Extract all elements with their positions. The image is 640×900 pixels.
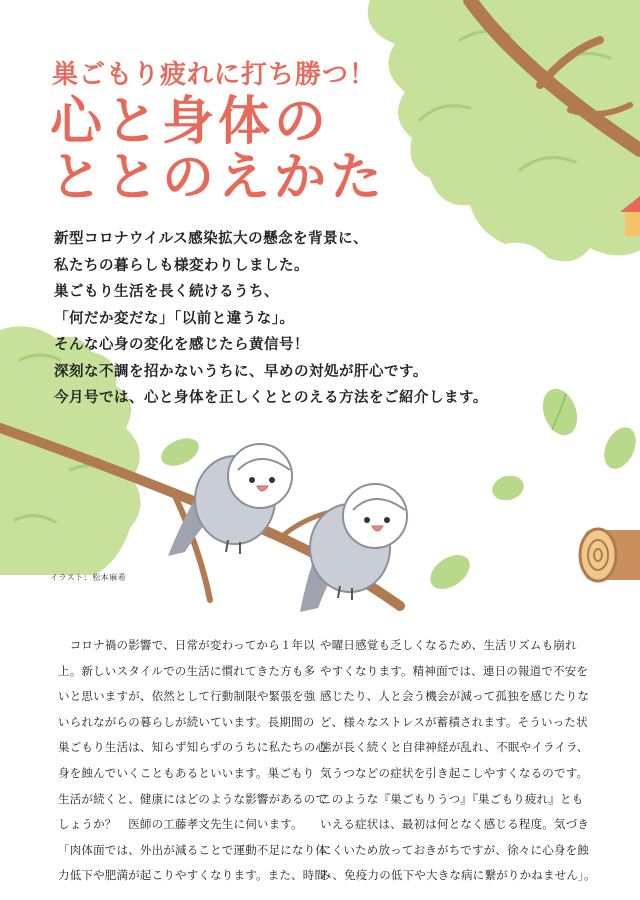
article-line: いえる症状は、最初は何となく感じる程度。気づき bbox=[320, 817, 590, 832]
lead-line: そんな心身の変化を感じたら黄信号！ bbox=[54, 337, 309, 353]
article-line: 生活が続くと、健康にはどのような影響があるので bbox=[58, 791, 328, 806]
article-line: いられながらの暮らしが続いています。長期間の bbox=[58, 714, 315, 729]
kicker-headline: 巣ごもり疲れに打ち勝つ！ bbox=[52, 60, 377, 90]
article-line: 巣ごもり生活は、知らず知らずのうちに私たちの心 bbox=[58, 740, 328, 755]
article-line: しょうか？ 医師の工藤孝文先生に伺います。 bbox=[58, 817, 303, 832]
article-line: 態が長く続くと自律神経が乱れ、不眠やイライラ、 bbox=[320, 740, 589, 755]
leaf-icon bbox=[489, 472, 526, 503]
article-line: にくいため放っておきがちですが、徐々に心身を蝕 bbox=[320, 842, 589, 857]
lead-line: 私たちの暮らしも様変わりしました。 bbox=[54, 257, 309, 274]
article-line: 上。新しいスタイルでの生活に慣れてきた方も多 bbox=[58, 663, 316, 678]
article-column-right bbox=[320, 633, 596, 889]
java-sparrow-bird-icon bbox=[300, 484, 407, 612]
leaf-icon bbox=[598, 422, 640, 474]
article-line: 身を蝕んでいくこともあるといいます。巣ごもり bbox=[58, 765, 315, 780]
article-line: やすくなります。精神面では、連日の報道で不安を bbox=[320, 663, 589, 678]
article-line: 感じたり、人と会う機会が減って孤独を感じたりな bbox=[320, 689, 590, 704]
cut-log-icon bbox=[580, 529, 640, 581]
article-line: 気うつなどの症状を引き起こしやすくなるのです。 bbox=[320, 765, 589, 780]
main-title-line-1: 心と身体の bbox=[50, 92, 331, 152]
article-column-left bbox=[58, 633, 328, 889]
article-line: このような『巣ごもりうつ』『巣ごもり疲れ』とも bbox=[320, 791, 584, 806]
article-line: コロナ禍の影響で、日常が変わってから１年以 bbox=[58, 638, 316, 652]
article-line: ど、様々なストレスが蓄積されます。そういった状 bbox=[320, 714, 588, 729]
main-title-line-2: ととのえかた bbox=[50, 148, 387, 208]
lead-paragraph bbox=[54, 226, 488, 412]
leaf-icon bbox=[424, 548, 476, 596]
article-line: み、免疫力の低下や大きな病に繋がりかねません」。 bbox=[320, 868, 596, 883]
illustration-credit: イラスト：松本麻希 bbox=[50, 573, 127, 582]
lead-line: 今月号では、心と身体を正しくととのえる方法をご紹介します。 bbox=[54, 390, 488, 406]
article-line: いと思いますが、依然として行動制限や緊張を強 bbox=[58, 689, 316, 704]
article-line: や曜日感覚も乏しくなるため、生活リズムも崩れ bbox=[320, 638, 577, 652]
leaf-icon bbox=[157, 433, 203, 472]
lead-line: 巣ごもり生活を長く続けるうち、 bbox=[54, 284, 279, 300]
article-line: 「肉体面では、外出が減ることで運動不足になり体 bbox=[58, 842, 328, 857]
leaf-icon bbox=[537, 384, 583, 440]
tree-canopy-icon bbox=[330, 0, 640, 261]
lead-line: 「何だか変だな」「以前と違うな」。 bbox=[54, 310, 295, 327]
lead-line: 深刻な不調を招かないうちに、早めの対処が肝心です。 bbox=[54, 363, 428, 380]
article-line: 力低下や肥満が起こりやすくなります。また、時間 bbox=[58, 868, 327, 883]
lead-line: 新型コロナウイルス感染拡大の懸念を背景に、 bbox=[54, 231, 369, 247]
